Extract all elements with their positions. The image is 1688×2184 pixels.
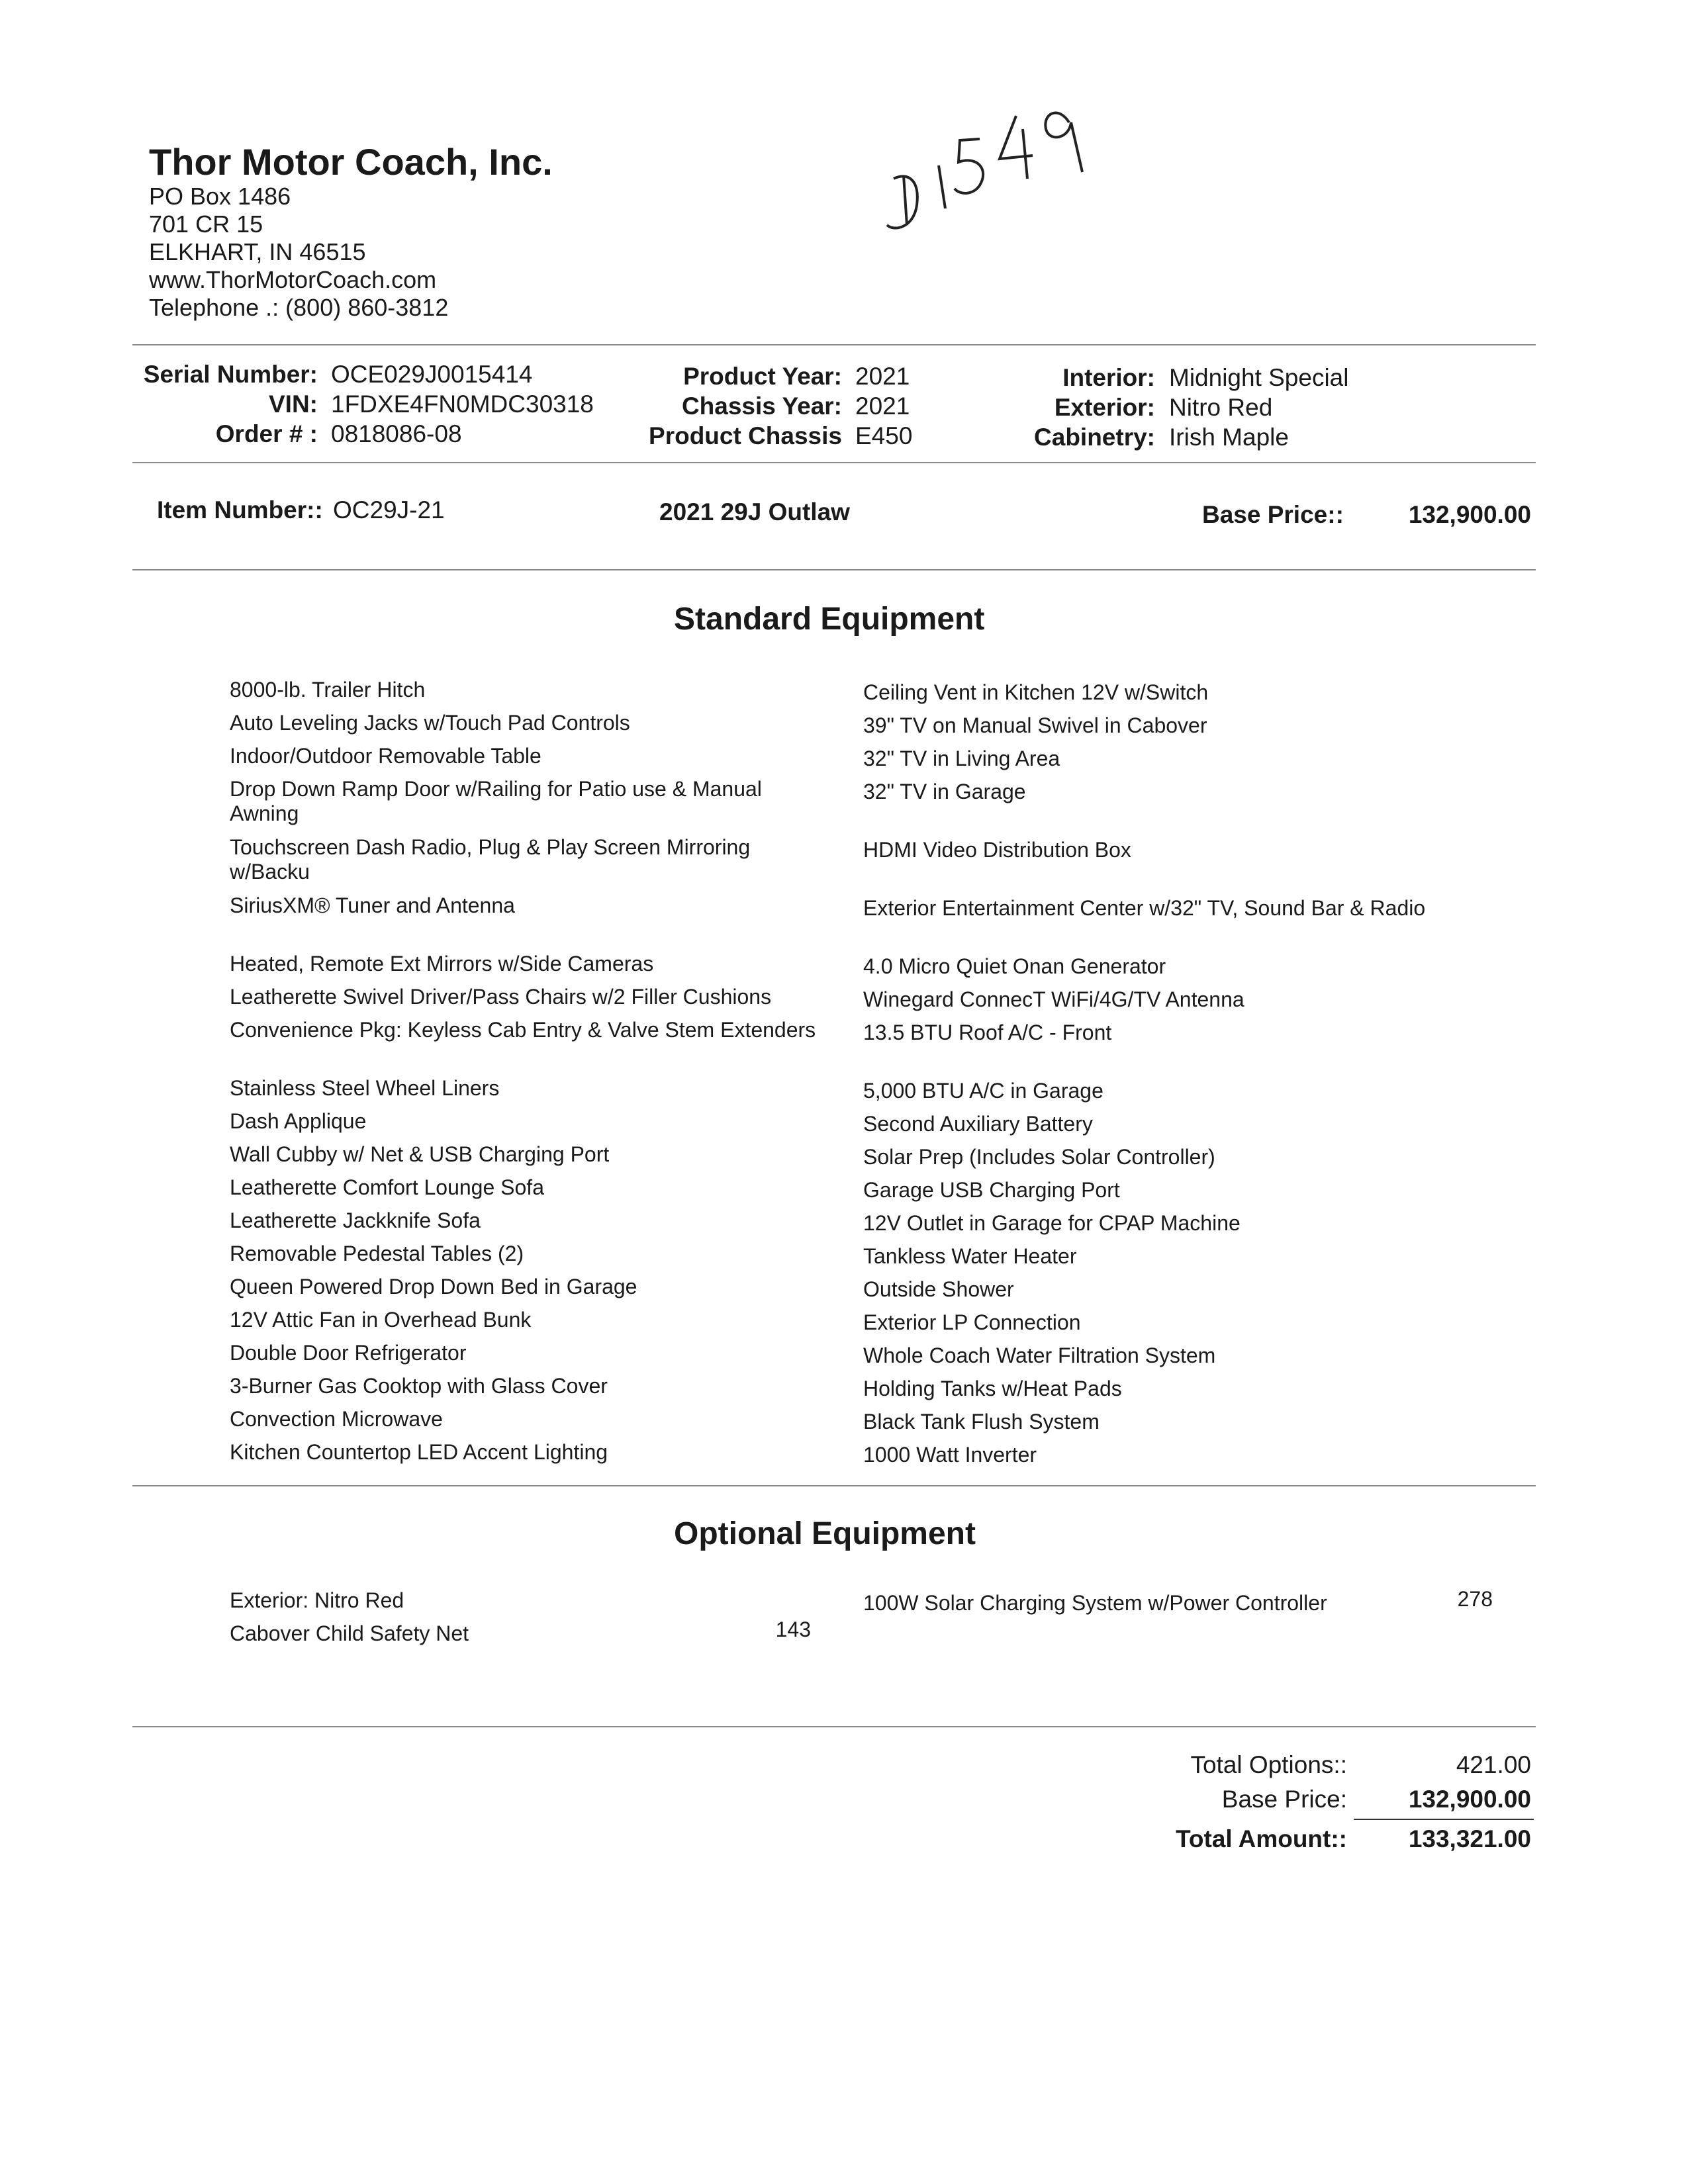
interior-label: Interior: [1062,364,1155,391]
list-item: Garage USB Charging Port [863,1178,1120,1202]
list-item: 4.0 Micro Quiet Onan Generator [863,954,1166,978]
serial-number: OCE029J0015414 [331,361,533,388]
item-number: OC29J-21 [333,496,445,523]
list-item: Leatherette Swivel Driver/Pass Chairs w/2 Filler Cushions [230,985,772,1009]
list-item: Double Door Refrigerator [230,1341,467,1365]
list-item: Winegard ConnecT WiFi/4G/TV Antenna [863,987,1244,1011]
list-item: Heated, Remote Ext Mirrors w/Side Cameras [230,952,654,976]
list-item: Indoor/Outdoor Removable Table [230,744,541,768]
model-name: 2021 29J Outlaw [659,498,850,525]
option-price: 143 [775,1617,811,1641]
list-item: HDMI Video Distribution Box [863,838,1131,862]
standard-equipment-title: Standard Equipment [674,602,985,637]
list-item: Kitchen Countertop LED Accent Lighting [230,1440,608,1464]
list-item: 12V Outlet in Garage for CPAP Machine [863,1211,1241,1235]
list-item: Queen Powered Drop Down Bed in Garage [230,1275,637,1298]
handwritten-note [880,93,1092,245]
address-line: PO Box 1486 [149,183,291,210]
divider [132,1726,1536,1727]
total-amount: 133,321.00 [1408,1825,1531,1852]
list-item: Holding Tanks w/Heat Pads [863,1377,1122,1400]
list-item: Drop Down Ramp Door w/Railing for Patio use & Manual Awning [230,777,762,825]
option-name: Exterior: Nitro Red [230,1588,404,1612]
base-price: 132,900.00 [1408,501,1531,528]
product-year: 2021 [855,363,910,390]
order-label: Order # : [215,420,318,447]
list-item: Convenience Pkg: Keyless Cab Entry & Valve Stem Extenders [230,1018,816,1042]
list-item: Wall Cubby w/ Net & USB Charging Port [230,1142,610,1166]
option-name: Cabover Child Safety Net [230,1621,469,1645]
list-item: Convection Microwave [230,1407,443,1431]
divider [132,344,1536,345]
list-item: 32" TV in Living Area [863,747,1060,770]
serial-label: Serial Number: [143,361,318,388]
list-item: SiriusXM® Tuner and Antenna [230,893,515,917]
cabinetry-label: Cabinetry: [1034,424,1155,451]
base-price-total: 132,900.00 [1408,1786,1531,1813]
total-options: 421.00 [1456,1751,1531,1778]
vin-label: VIN: [269,390,318,418]
divider [132,569,1536,570]
optional-equipment-title: Optional Equipment [674,1516,976,1551]
list-item: Touchscreen Dash Radio, Plug & Play Screen Mirroring w/Backu [230,835,751,884]
list-item: Stainless Steel Wheel Liners [230,1076,500,1100]
telephone: Telephone .: (800) 860-3812 [149,294,449,321]
company-name: Thor Motor Coach, Inc. [149,141,553,183]
divider [132,1485,1536,1486]
product-chassis: E450 [855,422,913,449]
list-item: Outside Shower [863,1277,1014,1301]
list-item: Ceiling Vent in Kitchen 12V w/Switch [863,680,1209,704]
base-price-label: Base Price:: [1202,501,1344,528]
divider [132,462,1536,463]
address-line: ELKHART, IN 46515 [149,238,366,265]
total-options-label: Total Options:: [1190,1751,1347,1778]
list-item: Exterior Entertainment Center w/32" TV, Sound Bar & Radio [863,896,1426,920]
list-item: 32" TV in Garage [863,780,1026,803]
list-item: Solar Prep (Includes Solar Controller) [863,1145,1215,1169]
total-divider [1354,1819,1534,1820]
option-name: 100W Solar Charging System w/Power Controller [863,1591,1327,1615]
list-item: 39" TV on Manual Swivel in Cabover [863,713,1207,737]
list-item: 1000 Watt Inverter [863,1443,1037,1467]
list-item: Dash Applique [230,1109,367,1133]
cabinetry: Irish Maple [1169,424,1289,451]
base-price-total-label: Base Price: [1221,1786,1347,1813]
option-price: 278 [1457,1587,1493,1611]
exterior: Nitro Red [1169,394,1273,421]
address-line: 701 CR 15 [149,210,263,238]
interior: Midnight Special [1169,364,1349,391]
list-item: Exterior LP Connection [863,1310,1081,1334]
order-number: 0818086-08 [331,420,462,447]
list-item: 8000-lb. Trailer Hitch [230,678,426,702]
product-year-label: Product Year: [683,363,842,390]
list-item: 13.5 BTU Roof A/C - Front [863,1021,1112,1044]
list-item: 5,000 BTU A/C in Garage [863,1079,1103,1103]
list-item: 3-Burner Gas Cooktop with Glass Cover [230,1374,608,1398]
list-item: Leatherette Comfort Lounge Sofa [230,1175,544,1199]
list-item: Tankless Water Heater [863,1244,1077,1268]
vin: 1FDXE4FN0MDC30318 [331,390,594,418]
chassis-year: 2021 [855,392,910,420]
website: www.ThorMotorCoach.com [149,266,437,293]
chassis-year-label: Chassis Year: [681,392,842,420]
product-chassis-label: Product Chassis [649,422,842,449]
item-number-label: Item Number:: [157,496,323,523]
list-item: Black Tank Flush System [863,1410,1100,1433]
exterior-label: Exterior: [1054,394,1155,421]
list-item: Second Auxiliary Battery [863,1112,1093,1136]
list-item: Removable Pedestal Tables (2) [230,1242,524,1265]
list-item: Auto Leveling Jacks w/Touch Pad Controls [230,711,630,735]
list-item: 12V Attic Fan in Overhead Bunk [230,1308,532,1332]
list-item: Whole Coach Water Filtration System [863,1343,1216,1367]
total-amount-label: Total Amount:: [1176,1825,1347,1852]
list-item: Leatherette Jackknife Sofa [230,1208,481,1232]
